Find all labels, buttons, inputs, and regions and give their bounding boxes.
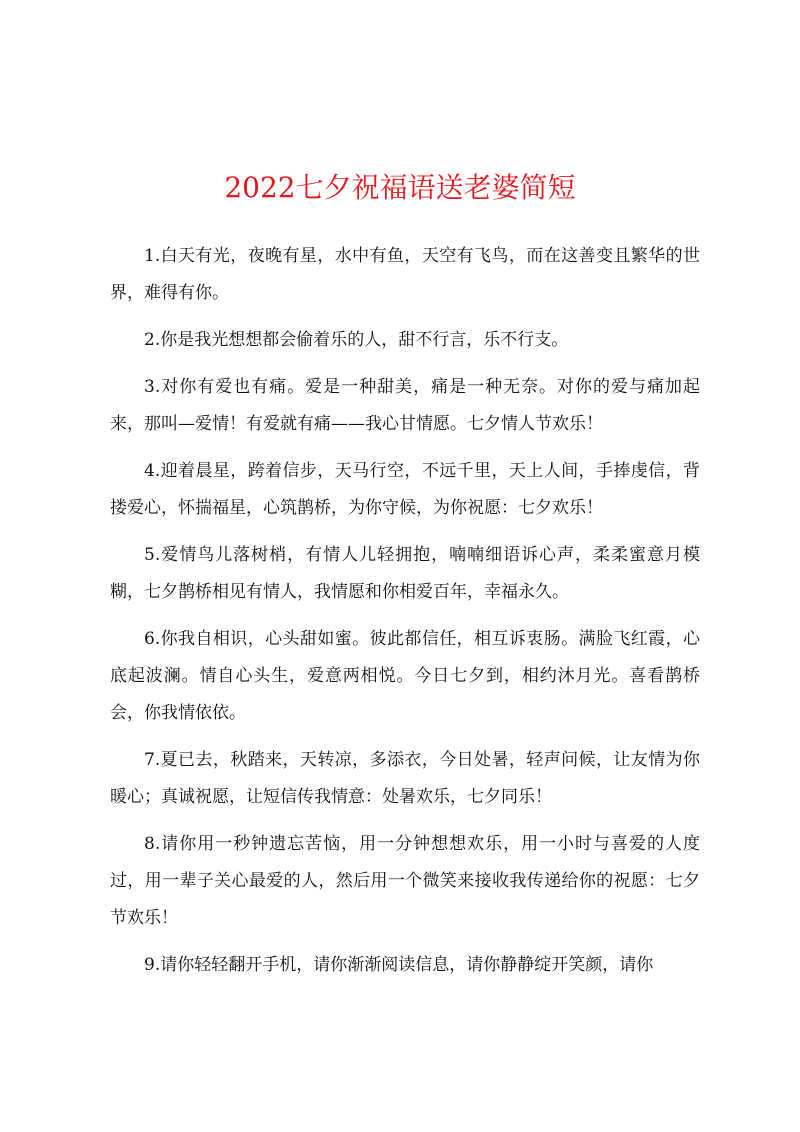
document-body (110, 238, 700, 994)
paragraph-5: 5.爱情鸟儿落树梢，有情人儿轻拥抱，喃喃细语诉心声，柔柔蜜意月模糊，七夕鹊桥相见有情人，我情愿和你相爱百年，幸福永久。 (110, 545, 700, 602)
paragraph-3: 3.对你有爱也有痛。爱是一种甜美，痛是一种无奈。对你的爱与痛加起来，那叫—爱情！有爱就有痛——我心甘情愿。七夕情人节欢乐！ (110, 377, 700, 434)
paragraph-2: 2.你是我光想想都会偷着乐的人，甜不行言，乐不行支。 (144, 330, 569, 350)
document-title: 2022七夕祝福语送老婆简短 (224, 171, 576, 204)
paragraph-1: 1.白天有光，夜晚有星，水中有鱼，天空有飞鸟，而在这善变且繁华的世界，难得有你。 (110, 246, 700, 303)
paragraph-6: 6.你我自相识，心头甜如蜜。彼此都信任，相互诉衷肠。满脸飞红霞，心底起波澜。情自心头生，爱意两相悦。今日七夕到，相约沐月光。喜看鹊桥会，你我情依依。 (110, 629, 700, 723)
paragraph-9: 9.请你轻轻翻开手机，请你渐渐阅读信息，请你静静绽开笑颜，请你 (144, 955, 654, 975)
paragraph-8: 8.请你用一秒钟遗忘苦恼，用一分钟想想欢乐，用一小时与喜爱的人度过，用一辈子关心最爱的人，然后用一个微笑来接收我传递给你的祝愿：七夕节欢乐！ (110, 834, 700, 928)
paragraph-4: 4.迎着晨星，跨着信步，天马行空，不远千里，天上人间，手捧虔信，背搂爱心，怀揣福星，心筑鹊桥，为你守候，为你祝愿：七夕欢乐！ (110, 461, 700, 518)
paragraph-7: 7.夏已去，秋踏来，天转凉，多添衣，今日处暑，轻声问候，让友情为你暖心；真诚祝愿，让短信传我情意：处暑欢乐，七夕同乐！ (110, 750, 700, 807)
